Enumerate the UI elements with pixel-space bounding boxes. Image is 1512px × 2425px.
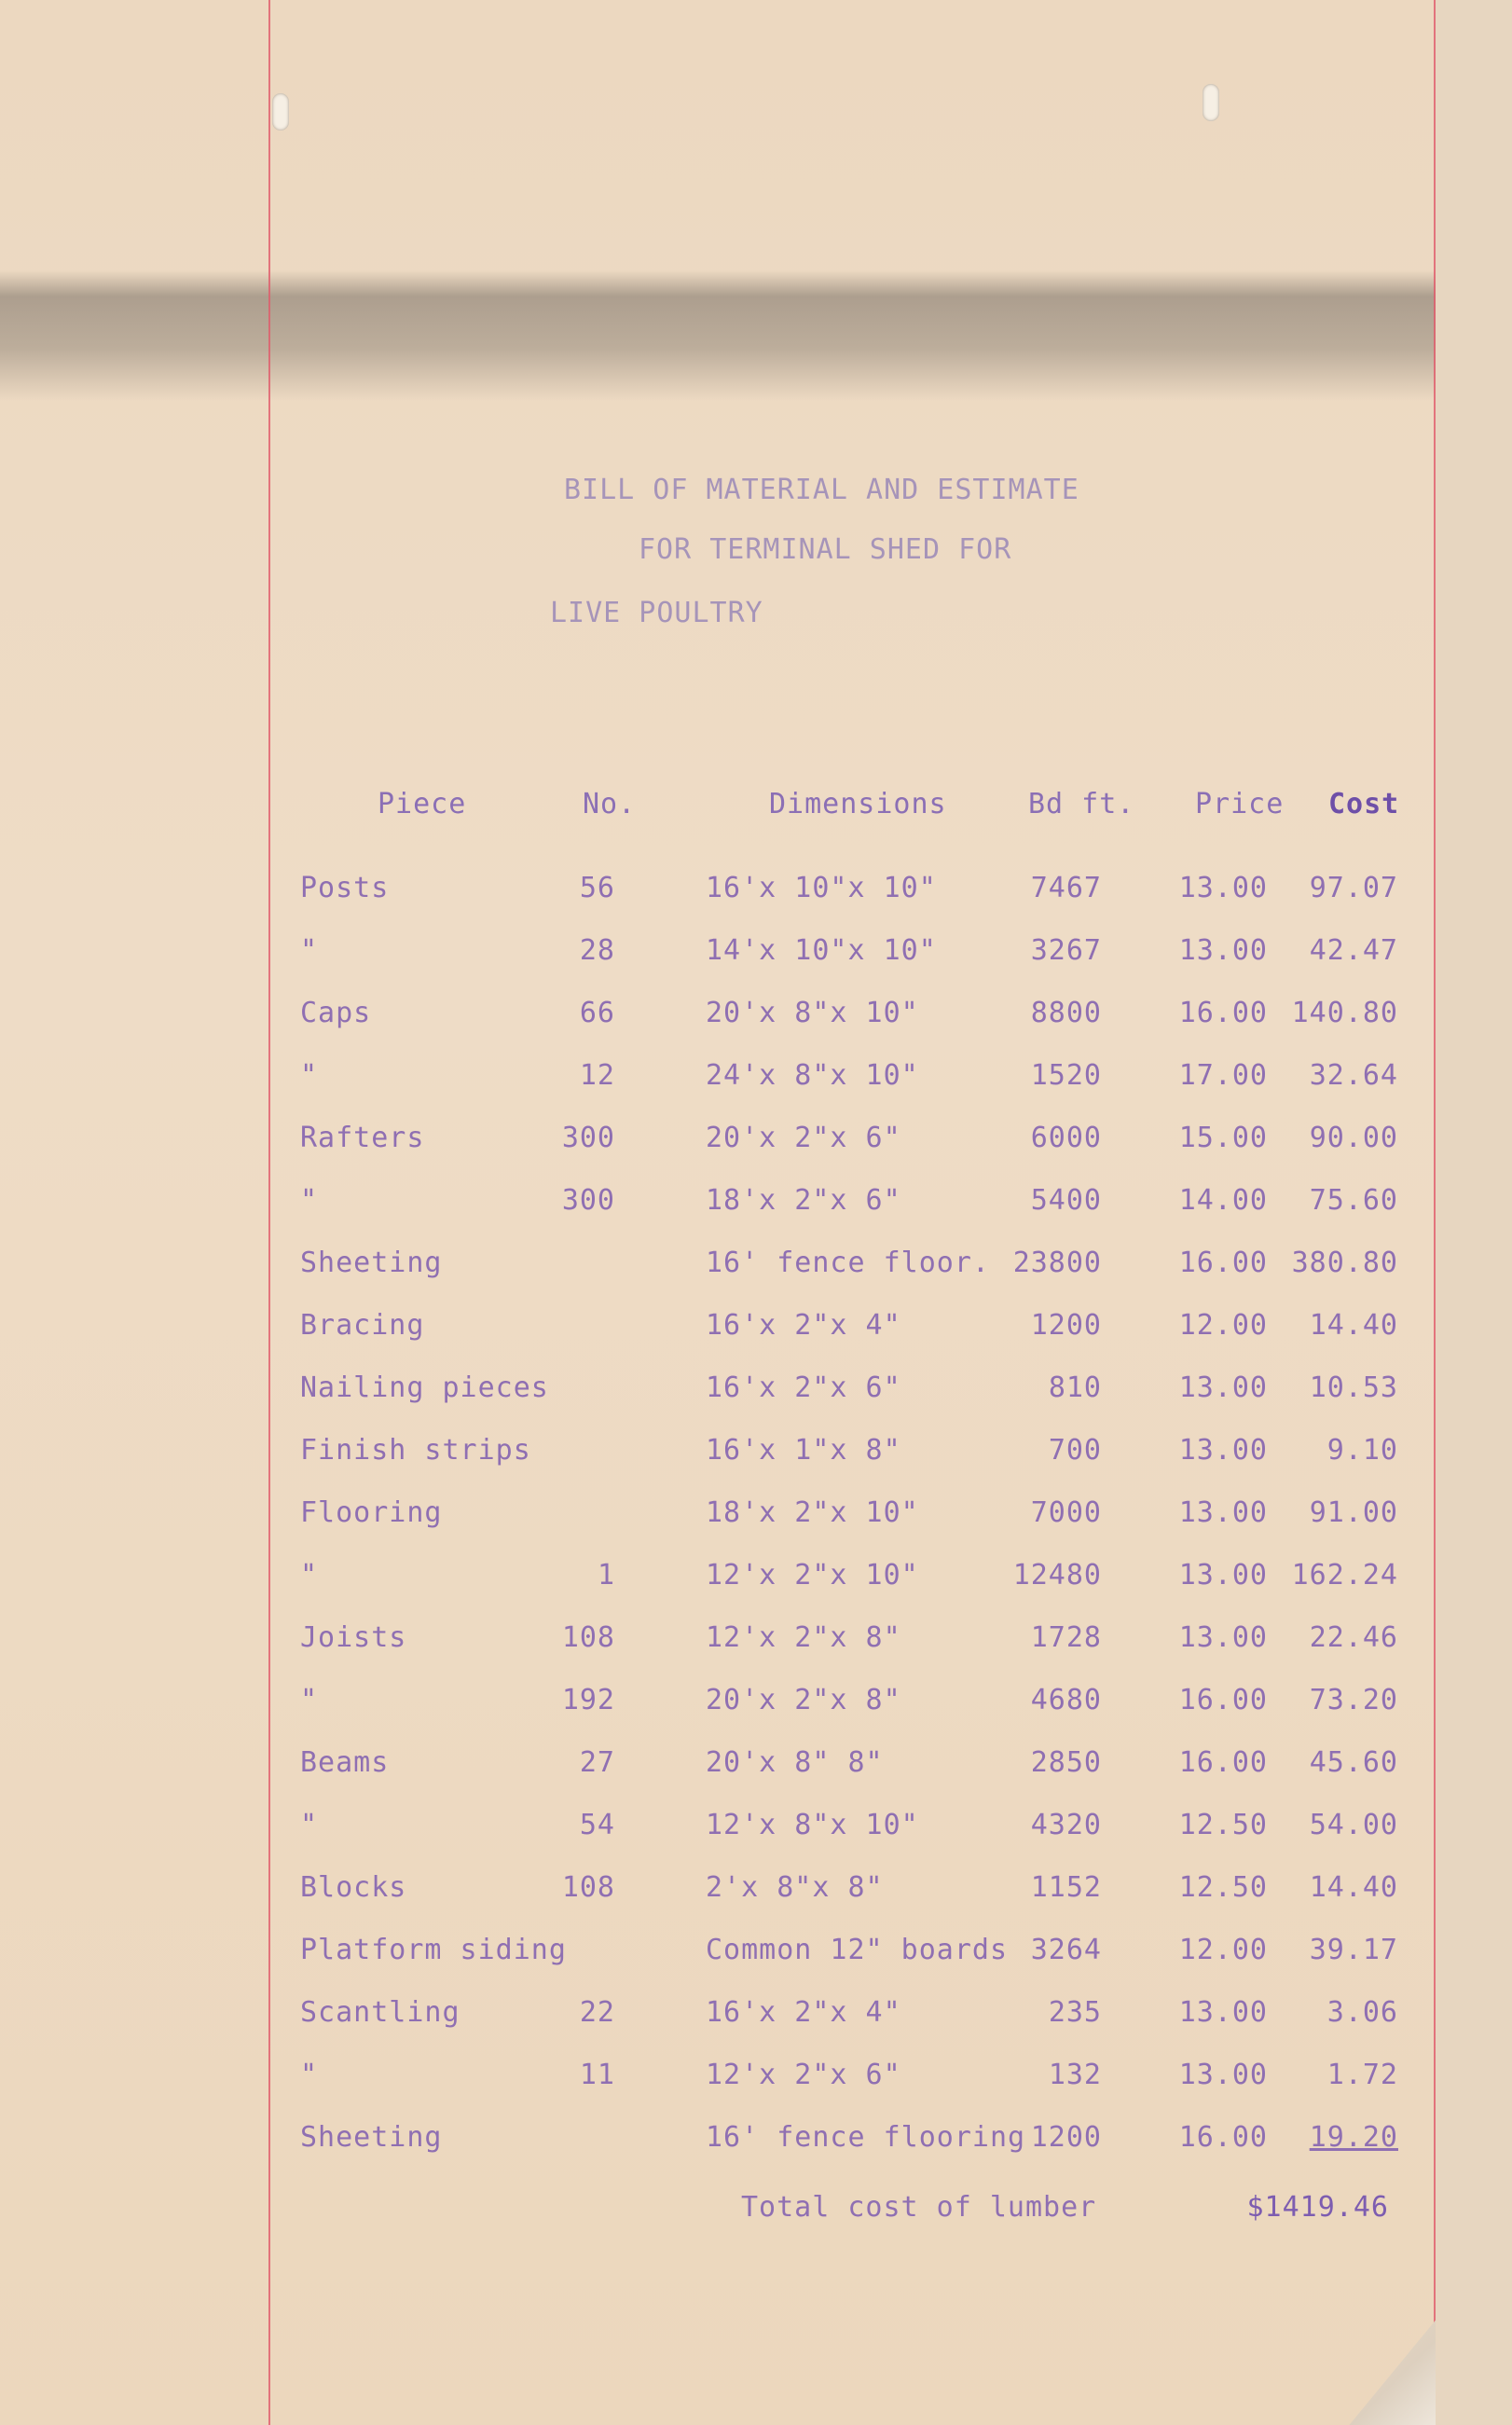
cell-piece: Sheeting — [300, 2121, 443, 2154]
cell-price: 13.00 — [1178, 1496, 1268, 1529]
table-row — [0, 1122, 1464, 1159]
cell-cost: 90.00 — [1309, 1122, 1398, 1154]
cell-cost: 32.64 — [1309, 1059, 1398, 1092]
cell-no: 56 — [579, 872, 615, 904]
cell-bd-ft: 23800 — [1012, 1247, 1102, 1279]
cell-price: 12.00 — [1178, 1934, 1268, 1966]
cell-bd-ft: 1152 — [1030, 1871, 1102, 1904]
table-row — [0, 1746, 1464, 1784]
cell-no: 28 — [579, 934, 615, 967]
cell-bd-ft: 810 — [1048, 1371, 1102, 1404]
table-row — [0, 1247, 1464, 1284]
column-header-bd-ft: Bd ft. — [1028, 788, 1135, 820]
cell-bd-ft: 4680 — [1030, 1684, 1102, 1716]
cell-price: 13.00 — [1178, 2059, 1268, 2091]
cell-dimensions: Common 12" boards — [706, 1934, 1009, 1966]
cell-no: 1 — [597, 1559, 615, 1591]
cell-dimensions: 12'x 2"x 8" — [706, 1621, 901, 1654]
cell-bd-ft: 3264 — [1030, 1934, 1102, 1966]
cell-cost: 22.46 — [1309, 1621, 1398, 1654]
table-row — [0, 1309, 1464, 1346]
cell-price: 13.00 — [1178, 1434, 1268, 1467]
heading-line-2: FOR TERMINAL SHED FOR — [639, 533, 1012, 566]
cell-bd-ft: 4320 — [1030, 1809, 1102, 1841]
cell-price: 16.00 — [1178, 1247, 1268, 1279]
cell-no: 108 — [561, 1871, 615, 1904]
cell-cost: 42.47 — [1309, 934, 1398, 967]
cell-dimensions: 12'x 2"x 6" — [706, 2059, 901, 2091]
table-row — [0, 2121, 1464, 2158]
cell-piece: Flooring — [300, 1496, 443, 1529]
table-row — [0, 1809, 1464, 1846]
total-value: $1419.46 — [1246, 2191, 1389, 2224]
table-row — [0, 1496, 1464, 1534]
cell-price: 13.00 — [1178, 1559, 1268, 1591]
cell-piece: Finish strips — [300, 1434, 531, 1467]
column-header-dimensions: Dimensions — [769, 788, 947, 820]
table-row — [0, 1934, 1464, 1971]
cell-no: 54 — [579, 1809, 615, 1841]
punch-hole — [1203, 84, 1219, 121]
cell-cost: 1.72 — [1326, 2059, 1398, 2091]
cell-dimensions: 18'x 2"x 10" — [706, 1496, 919, 1529]
cell-price: 15.00 — [1178, 1122, 1268, 1154]
cell-no: 108 — [561, 1621, 615, 1654]
cell-piece: " — [300, 934, 319, 967]
punch-hole — [272, 93, 289, 131]
table-row — [0, 1871, 1464, 1908]
cell-cost: 380.80 — [1291, 1247, 1398, 1279]
cell-piece: Beams — [300, 1746, 390, 1779]
cell-bd-ft: 8800 — [1030, 997, 1102, 1029]
cell-cost: 14.40 — [1309, 1871, 1398, 1904]
cell-bd-ft: 132 — [1048, 2059, 1102, 2091]
table-row — [0, 1684, 1464, 1721]
cell-cost: 73.20 — [1309, 1684, 1398, 1716]
cell-dimensions: 16'x 10"x 10" — [706, 872, 937, 904]
cell-dimensions: 16'x 1"x 8" — [706, 1434, 901, 1467]
cell-cost: 3.06 — [1326, 1996, 1398, 2029]
cell-dimensions: 12'x 2"x 10" — [706, 1559, 919, 1591]
cell-no: 11 — [579, 2059, 615, 2091]
cell-price: 16.00 — [1178, 1684, 1268, 1716]
cell-piece: Sheeting — [300, 1247, 443, 1279]
table-row — [0, 997, 1464, 1034]
cell-cost: 10.53 — [1309, 1371, 1398, 1404]
cell-bd-ft: 1200 — [1030, 1309, 1102, 1342]
cell-dimensions: 12'x 8"x 10" — [706, 1809, 919, 1841]
cell-no: 192 — [561, 1684, 615, 1716]
cell-bd-ft: 7000 — [1030, 1496, 1102, 1529]
cell-dimensions: 24'x 8"x 10" — [706, 1059, 919, 1092]
table-row — [0, 1184, 1464, 1221]
cell-price: 14.00 — [1178, 1184, 1268, 1217]
table-row — [0, 2059, 1464, 2096]
table-row — [0, 1621, 1464, 1659]
cell-price: 12.50 — [1178, 1871, 1268, 1904]
cell-no: 12 — [579, 1059, 615, 1092]
cell-piece: Caps — [300, 997, 372, 1029]
cell-price: 16.00 — [1178, 997, 1268, 1029]
underlying-page-edge — [1436, 0, 1512, 2425]
cell-no: 27 — [579, 1746, 615, 1779]
cell-dimensions: 20'x 8" 8" — [706, 1746, 884, 1779]
column-header-price: Price — [1195, 788, 1285, 820]
cell-piece: " — [300, 1559, 319, 1591]
cell-cost: 75.60 — [1309, 1184, 1398, 1217]
cell-piece: Platform siding — [300, 1934, 567, 1966]
cell-bd-ft: 12480 — [1012, 1559, 1102, 1591]
cell-no: 300 — [561, 1122, 615, 1154]
cell-no: 66 — [579, 997, 615, 1029]
cell-dimensions: 20'x 2"x 6" — [706, 1122, 901, 1154]
cell-piece: " — [300, 1184, 319, 1217]
cell-dimensions: 20'x 2"x 8" — [706, 1684, 901, 1716]
cell-cost: 45.60 — [1309, 1746, 1398, 1779]
cell-cost: 91.00 — [1309, 1496, 1398, 1529]
cell-dimensions: 18'x 2"x 6" — [706, 1184, 901, 1217]
table-row — [0, 1059, 1464, 1096]
cell-price: 16.00 — [1178, 2121, 1268, 2154]
cell-price: 12.50 — [1178, 1809, 1268, 1841]
table-row — [0, 1559, 1464, 1596]
cell-price: 13.00 — [1178, 1996, 1268, 2029]
cell-bd-ft: 6000 — [1030, 1122, 1102, 1154]
table-row — [0, 934, 1464, 971]
cell-bd-ft: 1520 — [1030, 1059, 1102, 1092]
cell-price: 17.00 — [1178, 1059, 1268, 1092]
cell-bd-ft: 5400 — [1030, 1184, 1102, 1217]
column-header-cost: Cost — [1328, 788, 1400, 820]
cell-price: 13.00 — [1178, 872, 1268, 904]
cell-price: 16.00 — [1178, 1746, 1268, 1779]
fold-shadow — [0, 270, 1464, 401]
cell-piece: Blocks — [300, 1871, 407, 1904]
cell-price: 13.00 — [1178, 934, 1268, 967]
column-header-no: No. — [583, 788, 637, 820]
cell-price: 13.00 — [1178, 1371, 1268, 1404]
cell-dimensions: 20'x 8"x 10" — [706, 997, 919, 1029]
cell-price: 12.00 — [1178, 1309, 1268, 1342]
cell-piece: Posts — [300, 872, 390, 904]
cell-cost: 54.00 — [1309, 1809, 1398, 1841]
cell-cost: 39.17 — [1309, 1934, 1398, 1966]
cell-piece: " — [300, 1059, 319, 1092]
cell-bd-ft: 700 — [1048, 1434, 1102, 1467]
cell-dimensions: 14'x 10"x 10" — [706, 934, 937, 967]
cell-piece: " — [300, 1809, 319, 1841]
cell-dimensions: 16' fence flooring — [706, 2121, 1026, 2154]
heading-line-1: BILL OF MATERIAL AND ESTIMATE — [564, 474, 1079, 506]
cell-piece: Bracing — [300, 1309, 425, 1342]
cell-dimensions: 16'x 2"x 4" — [706, 1996, 901, 2029]
cell-cost: 9.10 — [1326, 1434, 1398, 1467]
cell-bd-ft: 7467 — [1030, 872, 1102, 904]
cell-piece: " — [300, 1684, 319, 1716]
cell-piece: Rafters — [300, 1122, 425, 1154]
heading-line-3: LIVE POULTRY — [550, 597, 763, 629]
cell-cost: 97.07 — [1309, 872, 1398, 904]
cell-piece: Joists — [300, 1621, 407, 1654]
cell-piece: Scantling — [300, 1996, 460, 2029]
cell-bd-ft: 2850 — [1030, 1746, 1102, 1779]
column-header-piece: Piece — [378, 788, 467, 820]
cell-dimensions: 16'x 2"x 4" — [706, 1309, 901, 1342]
cell-bd-ft: 1200 — [1030, 2121, 1102, 2154]
table-row — [0, 872, 1464, 909]
cell-piece: Nailing pieces — [300, 1371, 549, 1404]
cell-bd-ft: 3267 — [1030, 934, 1102, 967]
table-row — [0, 1371, 1464, 1409]
cell-dimensions: 16' fence floor. — [706, 1247, 990, 1279]
cell-cost: 14.40 — [1309, 1309, 1398, 1342]
cell-cost: 19.20 — [1309, 2121, 1398, 2154]
table-row — [0, 1996, 1464, 2033]
cell-piece: " — [300, 2059, 319, 2091]
cell-no: 22 — [579, 1996, 615, 2029]
cell-price: 13.00 — [1178, 1621, 1268, 1654]
total-label: Total cost of lumber — [741, 2191, 1097, 2224]
cell-cost: 140.80 — [1291, 997, 1398, 1029]
table-row — [0, 1434, 1464, 1471]
cell-no: 300 — [561, 1184, 615, 1217]
cell-bd-ft: 235 — [1048, 1996, 1102, 2029]
cell-cost: 162.24 — [1291, 1559, 1398, 1591]
cell-dimensions: 2'x 8"x 8" — [706, 1871, 884, 1904]
cell-bd-ft: 1728 — [1030, 1621, 1102, 1654]
cell-dimensions: 16'x 2"x 6" — [706, 1371, 901, 1404]
